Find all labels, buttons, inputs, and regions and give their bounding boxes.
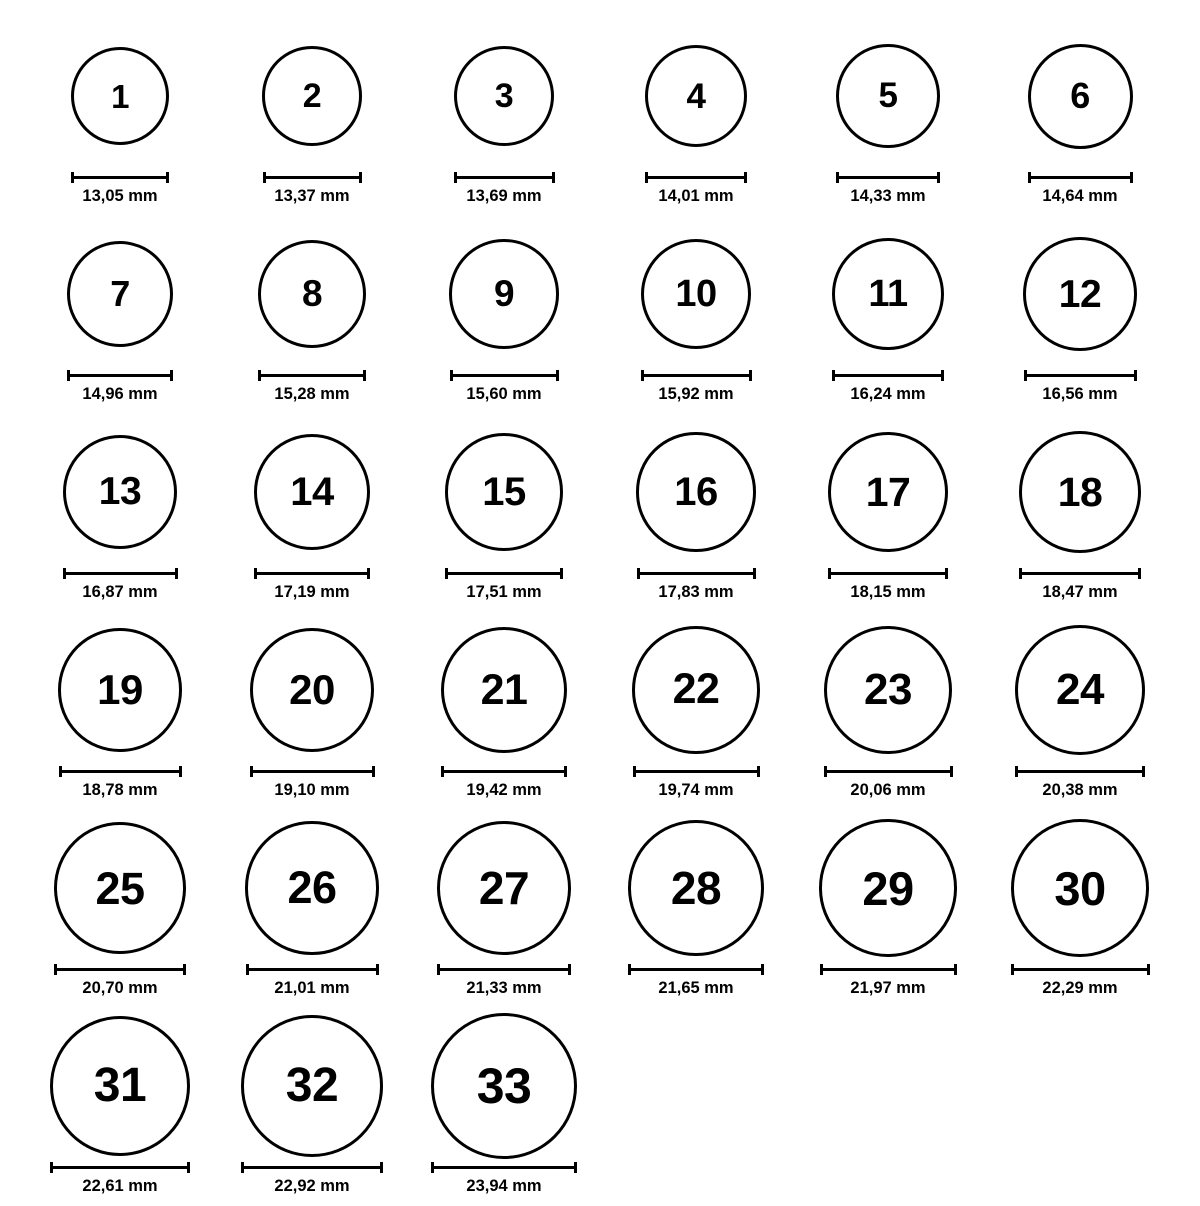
diameter-label: 22,61 mm bbox=[82, 1177, 158, 1195]
ring-circle-wrapper bbox=[71, 22, 169, 170]
ring-size-number: 28 bbox=[670, 862, 722, 914]
diameter-measure bbox=[1024, 370, 1137, 403]
diameter-measure bbox=[441, 766, 567, 799]
ring-size-cell[interactable] bbox=[408, 414, 600, 612]
ring-circle-icon bbox=[636, 432, 755, 551]
diameter-caliper-icon bbox=[54, 964, 186, 975]
diameter-caliper-icon bbox=[437, 964, 571, 975]
ring-circle-icon bbox=[71, 47, 169, 145]
diameter-caliper-icon bbox=[258, 370, 366, 381]
ring-circle-wrapper bbox=[832, 220, 944, 368]
diameter-label: 16,87 mm bbox=[82, 583, 158, 601]
diameter-caliper-icon bbox=[441, 766, 567, 777]
diameter-measure bbox=[258, 370, 366, 403]
diameter-caliper-icon bbox=[263, 172, 362, 183]
ring-circle-wrapper bbox=[641, 220, 752, 368]
ring-size-number: 7 bbox=[110, 273, 130, 314]
diameter-label: 20,70 mm bbox=[82, 979, 158, 997]
ring-size-cell[interactable] bbox=[984, 216, 1176, 414]
ring-size-number: 20 bbox=[289, 666, 335, 713]
diameter-measure bbox=[1028, 172, 1133, 205]
diameter-label: 15,60 mm bbox=[466, 385, 542, 403]
ring-size-cell[interactable] bbox=[408, 810, 600, 1008]
ring-size-number: 1 bbox=[111, 77, 129, 115]
ring-circle-icon bbox=[628, 820, 764, 956]
ring-size-cell[interactable] bbox=[600, 612, 792, 810]
diameter-caliper-icon bbox=[828, 568, 948, 579]
diameter-measure bbox=[454, 172, 555, 205]
ring-circle-wrapper bbox=[245, 814, 378, 962]
ring-circle-icon bbox=[50, 1016, 190, 1156]
diameter-measure bbox=[1019, 568, 1141, 601]
ring-size-cell[interactable] bbox=[408, 216, 600, 414]
diameter-caliper-icon bbox=[1019, 568, 1141, 579]
diameter-measure bbox=[445, 568, 563, 601]
diameter-caliper-icon bbox=[59, 766, 182, 777]
ring-size-cell[interactable] bbox=[984, 18, 1176, 216]
diameter-caliper-icon bbox=[254, 568, 370, 579]
ring-size-cell[interactable] bbox=[792, 810, 984, 1008]
ring-circle-icon bbox=[245, 821, 378, 954]
ring-size-cell[interactable] bbox=[984, 612, 1176, 810]
ring-circle-wrapper bbox=[824, 616, 953, 764]
diameter-label: 20,06 mm bbox=[850, 781, 926, 799]
ring-circle-icon bbox=[254, 434, 370, 550]
ring-size-cell[interactable] bbox=[24, 216, 216, 414]
ring-circle-wrapper bbox=[250, 616, 375, 764]
diameter-label: 19,42 mm bbox=[466, 781, 542, 799]
diameter-caliper-icon bbox=[820, 964, 957, 975]
diameter-label: 18,47 mm bbox=[1042, 583, 1118, 601]
ring-size-cell[interactable] bbox=[24, 414, 216, 612]
ring-circle-icon bbox=[832, 238, 944, 350]
ring-size-number: 24 bbox=[1056, 664, 1104, 714]
diameter-label: 14,64 mm bbox=[1042, 187, 1118, 205]
ring-size-number: 18 bbox=[1057, 468, 1103, 515]
diameter-label: 13,69 mm bbox=[466, 187, 542, 205]
ring-circle-wrapper bbox=[441, 616, 567, 764]
ring-circle-icon bbox=[641, 239, 752, 350]
diameter-label: 14,96 mm bbox=[82, 385, 158, 403]
ring-size-number: 23 bbox=[864, 664, 912, 714]
diameter-measure bbox=[828, 568, 948, 601]
diameter-measure bbox=[254, 568, 370, 601]
diameter-measure bbox=[67, 370, 173, 403]
diameter-label: 15,28 mm bbox=[274, 385, 350, 403]
ring-size-cell[interactable] bbox=[792, 216, 984, 414]
ring-circle-icon bbox=[58, 628, 181, 751]
ring-size-cell[interactable] bbox=[216, 414, 408, 612]
ring-circle-wrapper bbox=[632, 616, 759, 764]
diameter-label: 23,94 mm bbox=[466, 1177, 542, 1195]
diameter-label: 21,01 mm bbox=[274, 979, 350, 997]
ring-size-cell[interactable] bbox=[216, 612, 408, 810]
diameter-label: 21,65 mm bbox=[658, 979, 734, 997]
ring-size-number: 11 bbox=[868, 272, 908, 315]
diameter-measure bbox=[50, 1162, 190, 1195]
diameter-label: 16,24 mm bbox=[850, 385, 926, 403]
diameter-measure bbox=[246, 964, 379, 997]
ring-size-cell[interactable] bbox=[792, 414, 984, 612]
ring-circle-wrapper bbox=[1019, 418, 1141, 566]
diameter-label: 21,33 mm bbox=[466, 979, 542, 997]
ring-circle-icon bbox=[1023, 237, 1136, 350]
diameter-measure bbox=[824, 766, 953, 799]
ring-size-cell[interactable] bbox=[600, 810, 792, 1008]
diameter-caliper-icon bbox=[1015, 766, 1145, 777]
ring-size-cell[interactable] bbox=[408, 1008, 600, 1206]
diameter-caliper-icon bbox=[1024, 370, 1137, 381]
diameter-caliper-icon bbox=[67, 370, 173, 381]
diameter-caliper-icon bbox=[824, 766, 953, 777]
ring-circle-icon bbox=[836, 44, 940, 148]
ring-circle-wrapper bbox=[445, 418, 563, 566]
ring-size-number: 27 bbox=[478, 861, 530, 914]
diameter-measure bbox=[263, 172, 362, 205]
diameter-measure bbox=[241, 1162, 383, 1195]
ring-circle-icon bbox=[1028, 44, 1133, 149]
diameter-label: 14,33 mm bbox=[850, 187, 926, 205]
ring-circle-icon bbox=[828, 432, 948, 552]
ring-circle-wrapper bbox=[241, 1012, 383, 1160]
diameter-label: 22,29 mm bbox=[1042, 979, 1118, 997]
diameter-measure bbox=[59, 766, 182, 799]
ring-size-number: 31 bbox=[93, 1059, 147, 1112]
ring-circle-icon bbox=[1019, 431, 1141, 553]
diameter-measure bbox=[820, 964, 957, 997]
ring-circle-icon bbox=[437, 821, 571, 955]
diameter-label: 18,15 mm bbox=[850, 583, 926, 601]
diameter-measure bbox=[836, 172, 940, 205]
diameter-label: 19,10 mm bbox=[274, 781, 350, 799]
ring-size-number: 16 bbox=[674, 470, 718, 514]
diameter-label: 13,37 mm bbox=[274, 187, 350, 205]
ring-circle-wrapper bbox=[63, 418, 178, 566]
diameter-label: 17,51 mm bbox=[466, 583, 542, 601]
diameter-measure bbox=[1011, 964, 1150, 997]
diameter-caliper-icon bbox=[63, 568, 178, 579]
ring-circle-wrapper bbox=[258, 220, 366, 368]
ring-size-number: 32 bbox=[285, 1059, 339, 1112]
ring-size-number: 29 bbox=[862, 861, 914, 915]
ring-size-cell[interactable] bbox=[600, 216, 792, 414]
ring-circle-wrapper bbox=[828, 418, 948, 566]
ring-size-cell[interactable] bbox=[600, 414, 792, 612]
diameter-caliper-icon bbox=[645, 172, 747, 183]
ring-circle-wrapper bbox=[67, 220, 173, 368]
diameter-caliper-icon bbox=[454, 172, 555, 183]
ring-circle-wrapper bbox=[431, 1012, 577, 1160]
diameter-caliper-icon bbox=[445, 568, 563, 579]
diameter-measure bbox=[1015, 766, 1145, 799]
ring-size-number: 21 bbox=[480, 665, 528, 714]
ring-circle-icon bbox=[645, 45, 747, 147]
ring-circle-wrapper bbox=[254, 418, 370, 566]
ring-circle-wrapper bbox=[449, 220, 558, 368]
ring-size-number: 9 bbox=[493, 273, 515, 315]
ring-size-number: 2 bbox=[302, 77, 322, 115]
diameter-caliper-icon bbox=[250, 766, 375, 777]
ring-size-number: 10 bbox=[675, 272, 717, 315]
ring-size-cell[interactable] bbox=[24, 18, 216, 216]
ring-circle-icon bbox=[1015, 625, 1145, 755]
diameter-caliper-icon bbox=[246, 964, 379, 975]
diameter-label: 13,05 mm bbox=[82, 187, 158, 205]
diameter-label: 14,01 mm bbox=[658, 187, 734, 205]
diameter-caliper-icon bbox=[628, 964, 764, 975]
diameter-measure bbox=[437, 964, 571, 997]
ring-size-cell[interactable] bbox=[984, 810, 1176, 1008]
ring-circle-icon bbox=[441, 627, 567, 753]
diameter-caliper-icon bbox=[832, 370, 944, 381]
ring-circle-wrapper bbox=[1023, 220, 1136, 368]
ring-circle-icon bbox=[819, 819, 956, 956]
ring-circle-wrapper bbox=[1028, 22, 1133, 170]
diameter-measure bbox=[54, 964, 186, 997]
ring-size-number: 8 bbox=[301, 273, 323, 315]
ring-circle-wrapper bbox=[628, 814, 764, 962]
ring-size-number: 33 bbox=[476, 1058, 532, 1114]
ring-circle-wrapper bbox=[819, 814, 956, 962]
diameter-caliper-icon bbox=[241, 1162, 383, 1173]
diameter-label: 22,92 mm bbox=[274, 1177, 350, 1195]
ring-size-cell[interactable] bbox=[216, 810, 408, 1008]
diameter-measure bbox=[645, 172, 747, 205]
ring-size-number: 6 bbox=[1070, 75, 1090, 116]
ring-circle-icon bbox=[449, 239, 558, 348]
ring-circle-icon bbox=[824, 626, 953, 755]
diameter-measure bbox=[832, 370, 944, 403]
diameter-caliper-icon bbox=[1011, 964, 1150, 975]
ring-size-number: 5 bbox=[878, 76, 898, 116]
ring-size-grid bbox=[24, 18, 1176, 1206]
diameter-measure bbox=[641, 370, 752, 403]
ring-size-number: 4 bbox=[686, 76, 706, 116]
ring-circle-icon bbox=[454, 46, 555, 147]
diameter-caliper-icon bbox=[836, 172, 940, 183]
ring-size-cell[interactable] bbox=[408, 18, 600, 216]
diameter-caliper-icon bbox=[50, 1162, 190, 1173]
diameter-measure bbox=[63, 568, 178, 601]
ring-circle-icon bbox=[250, 628, 375, 753]
ring-circle-wrapper bbox=[50, 1012, 190, 1160]
diameter-label: 21,97 mm bbox=[850, 979, 926, 997]
ring-size-cell[interactable] bbox=[600, 18, 792, 216]
diameter-measure bbox=[637, 568, 756, 601]
ring-circle-icon bbox=[258, 240, 366, 348]
ring-circle-wrapper bbox=[636, 418, 755, 566]
diameter-caliper-icon bbox=[431, 1162, 577, 1173]
diameter-measure bbox=[628, 964, 764, 997]
ring-size-number: 3 bbox=[494, 77, 514, 115]
diameter-label: 16,56 mm bbox=[1042, 385, 1118, 403]
ring-size-cell[interactable] bbox=[216, 1008, 408, 1206]
diameter-caliper-icon bbox=[450, 370, 559, 381]
ring-circle-wrapper bbox=[645, 22, 747, 170]
ring-size-number: 14 bbox=[290, 469, 334, 514]
ring-size-cell[interactable] bbox=[24, 1008, 216, 1206]
ring-circle-wrapper bbox=[58, 616, 181, 764]
diameter-measure bbox=[250, 766, 375, 799]
diameter-measure bbox=[71, 172, 169, 205]
ring-size-number: 25 bbox=[95, 862, 145, 914]
ring-circle-icon bbox=[241, 1015, 383, 1157]
ring-size-number: 13 bbox=[98, 470, 142, 514]
diameter-caliper-icon bbox=[641, 370, 752, 381]
ring-size-cell[interactable] bbox=[216, 18, 408, 216]
diameter-caliper-icon bbox=[1028, 172, 1133, 183]
ring-circle-icon bbox=[63, 435, 178, 550]
diameter-label: 17,83 mm bbox=[658, 583, 734, 601]
ring-size-cell[interactable] bbox=[792, 18, 984, 216]
ring-circle-wrapper bbox=[262, 22, 361, 170]
diameter-label: 18,78 mm bbox=[82, 781, 158, 799]
ring-size-cell[interactable] bbox=[24, 612, 216, 810]
diameter-label: 15,92 mm bbox=[658, 385, 734, 403]
ring-circle-icon bbox=[1011, 819, 1150, 958]
ring-size-number: 30 bbox=[1054, 861, 1106, 915]
ring-circle-wrapper bbox=[454, 22, 555, 170]
ring-circle-icon bbox=[445, 433, 563, 551]
ring-size-number: 17 bbox=[865, 468, 911, 515]
ring-circle-wrapper bbox=[836, 22, 940, 170]
ring-circle-wrapper bbox=[1015, 616, 1145, 764]
ring-circle-icon bbox=[262, 46, 361, 145]
diameter-label: 20,38 mm bbox=[1042, 781, 1118, 799]
diameter-measure bbox=[633, 766, 760, 799]
diameter-measure bbox=[450, 370, 559, 403]
ring-circle-wrapper bbox=[1011, 814, 1150, 962]
ring-circle-icon bbox=[632, 626, 759, 753]
diameter-measure bbox=[431, 1162, 577, 1195]
ring-circle-wrapper bbox=[54, 814, 186, 962]
ring-circle-wrapper bbox=[437, 814, 571, 962]
diameter-caliper-icon bbox=[71, 172, 169, 183]
ring-size-cell[interactable] bbox=[984, 414, 1176, 612]
diameter-caliper-icon bbox=[637, 568, 756, 579]
diameter-label: 17,19 mm bbox=[274, 583, 350, 601]
diameter-label: 19,74 mm bbox=[658, 781, 734, 799]
ring-size-cell[interactable] bbox=[408, 612, 600, 810]
ring-circle-icon bbox=[431, 1013, 577, 1159]
ring-size-number: 19 bbox=[97, 666, 143, 713]
ring-circle-icon bbox=[54, 822, 186, 954]
ring-size-cell[interactable] bbox=[216, 216, 408, 414]
ring-size-cell[interactable] bbox=[24, 810, 216, 1008]
ring-size-number: 26 bbox=[287, 862, 337, 914]
ring-size-number: 12 bbox=[1058, 272, 1102, 316]
ring-circle-icon bbox=[67, 241, 173, 347]
ring-size-number: 15 bbox=[482, 470, 526, 514]
ring-size-number: 22 bbox=[672, 665, 720, 714]
ring-size-cell[interactable] bbox=[792, 612, 984, 810]
diameter-caliper-icon bbox=[633, 766, 760, 777]
